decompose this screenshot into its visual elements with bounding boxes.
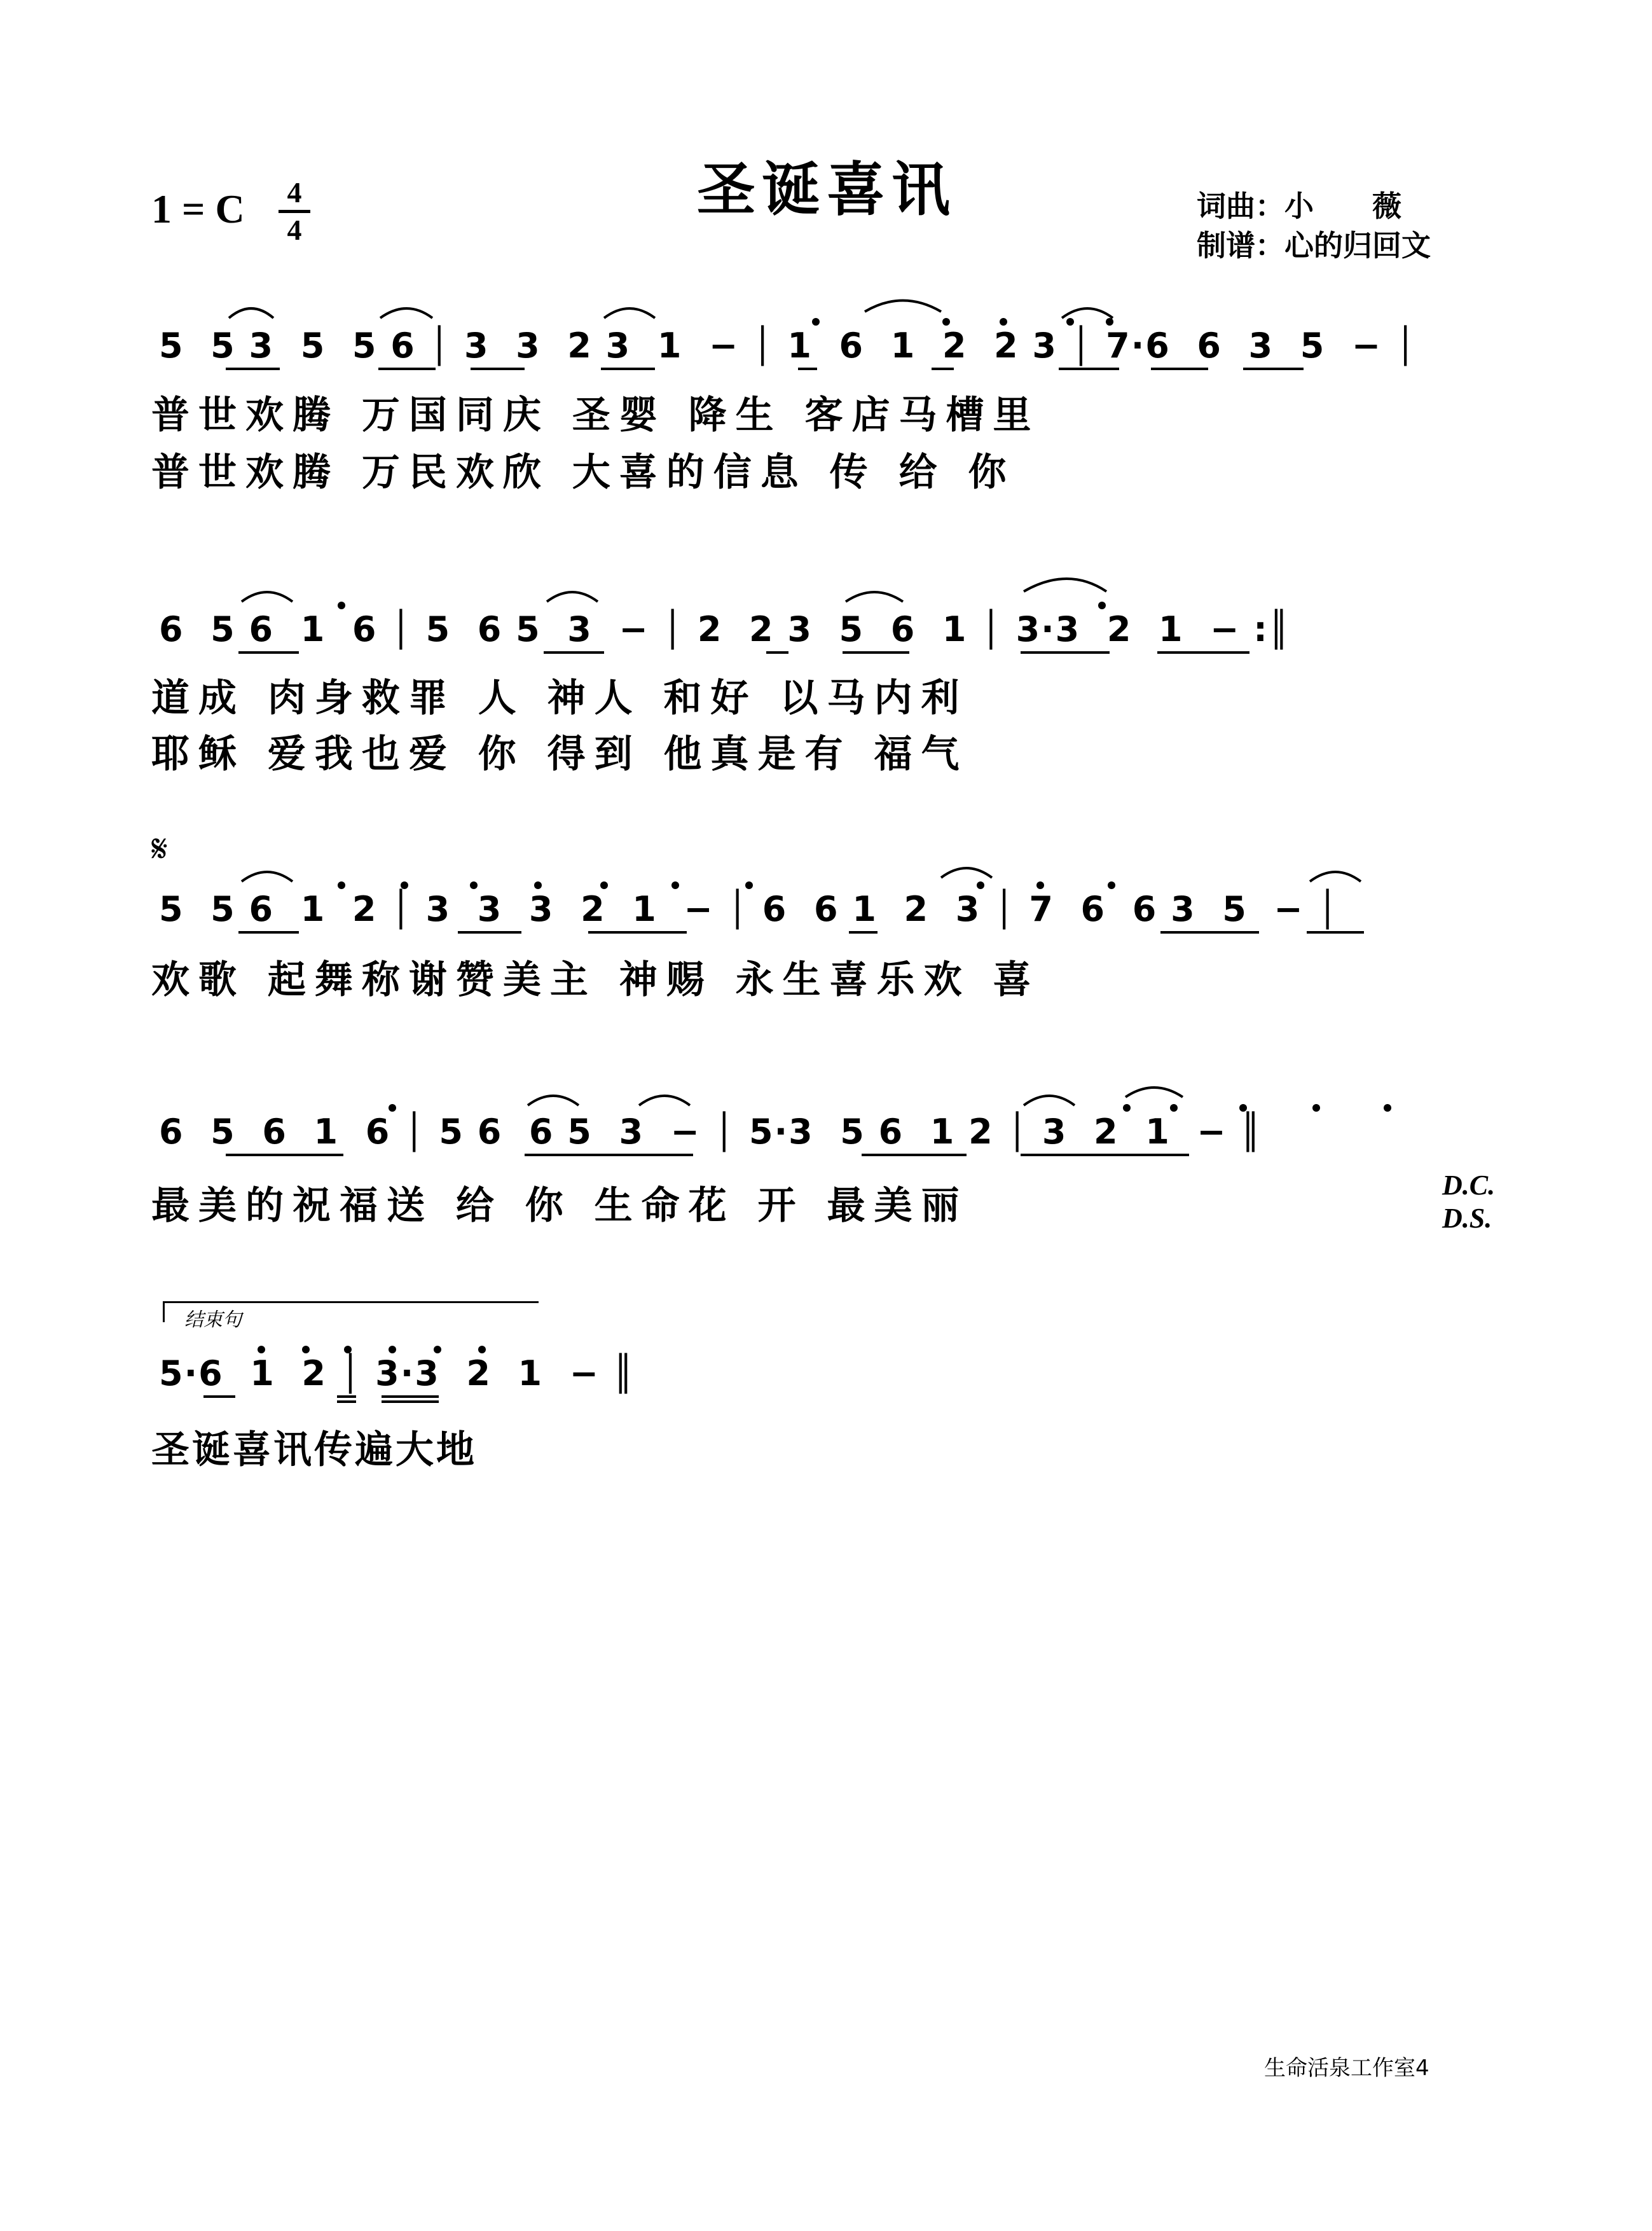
lyrics-row-2-verse-1: 道成 肉身救罪 人 神人 和好 以马内利 (151, 676, 968, 721)
coda-lyrics: 圣诞喜讯传遍大地 (151, 1428, 477, 1472)
lyrics-row-4: 最美的祝福送 给 你 生命花 开 最美丽 (151, 1184, 968, 1228)
credit-notation: 制谱：心的归回文 (1197, 228, 1431, 263)
coda-notation: 5·6 1 2 │ 3·3 2 1 − ║ (159, 1353, 635, 1393)
time-signature-top: 4 (287, 176, 302, 209)
notation-row-1: 5 5 3 5 5 6 │ 3 3 2 3 1 − │ 1 6 1 2 2 3 │ 7·6 6 3 5 − │ (159, 326, 1417, 366)
footer-studio: 生命活泉工作室4 (1264, 2055, 1429, 2081)
score-title: 圣诞喜讯 (696, 156, 956, 224)
notation-row-2: 6 5 6 1 6 │ 5 6 5 3 − │ 2 2 3 5 6 1 │ 3·3 2 1 − :║ (159, 609, 1291, 649)
notation-row-3: 5 5 6 1 2 │ 3 3 3 2 1 − │ 6 6 1 2 3 │ 7 6 6 3 5 − │ (159, 889, 1339, 929)
dc-marking: D.C. (1442, 1170, 1496, 1201)
lyrics-row-3: 欢歌 起舞称谢赞美主 神赐 永生喜乐欢 喜 (151, 958, 1040, 1002)
lyrics-row-1-verse-1: 普世欢腾 万国同庆 圣婴 降生 客店马槽里 (151, 393, 1040, 438)
lyrics-row-1-verse-2: 普世欢腾 万民欢欣 大喜的信息 传 给 你 (151, 450, 1015, 495)
notation-row-4: 6 5 6 1 6 │ 5 6 6 5 3 − │ 5·3 5 6 1 2 │ 3 2 1 − ║ (159, 1112, 1262, 1152)
credit-lyrics-music: 词曲：小 薇 (1197, 189, 1401, 223)
ds-marking: D.S. (1442, 1203, 1492, 1234)
coda-label: 结束句 (184, 1309, 242, 1331)
segno-sign: 𝄋 (151, 827, 168, 871)
lyrics-row-2-verse-2: 耶稣 爱我也爱 你 得到 他真是有 福气 (151, 732, 968, 777)
time-signature-bottom: 4 (287, 214, 302, 246)
key-signature: 1 = C (151, 186, 245, 231)
